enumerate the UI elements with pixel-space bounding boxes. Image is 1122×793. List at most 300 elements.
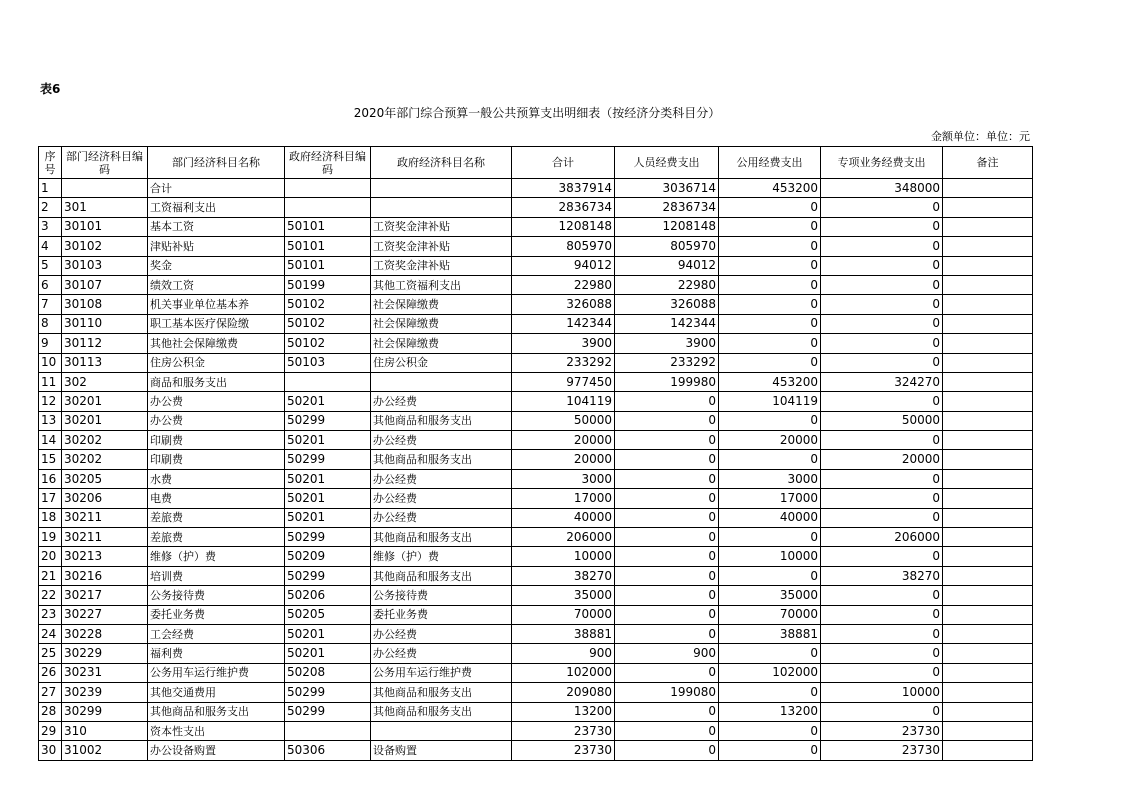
- table-row: [39, 702, 1033, 721]
- cell-public: 0: [719, 721, 821, 740]
- table-row: [39, 237, 1033, 256]
- cell-seq: 27: [39, 683, 62, 702]
- cell-gov-name: 工资奖金津补贴: [371, 256, 512, 275]
- cell-personnel: 94012: [615, 256, 719, 275]
- cell-gov-code: 50199: [285, 275, 371, 294]
- cell-seq: 19: [39, 528, 62, 547]
- cell-public: 0: [719, 237, 821, 256]
- cell-dept-code: 30112: [62, 334, 148, 353]
- cell-gov-code: 50102: [285, 314, 371, 333]
- cell-remark: [943, 198, 1033, 217]
- cell-special: 20000: [821, 450, 943, 469]
- cell-remark: [943, 469, 1033, 488]
- cell-personnel: 1208148: [615, 217, 719, 236]
- cell-remark: [943, 431, 1033, 450]
- cell-special: 0: [821, 237, 943, 256]
- cell-gov-code: 50102: [285, 334, 371, 353]
- cell-dept-code: 30101: [62, 217, 148, 236]
- cell-dept-code: 30202: [62, 431, 148, 450]
- cell-personnel: 0: [615, 547, 719, 566]
- cell-seq: 18: [39, 508, 62, 527]
- cell-gov-name: 住房公积金: [371, 353, 512, 372]
- cell-remark: [943, 644, 1033, 663]
- cell-remark: [943, 508, 1033, 527]
- cell-gov-code: 50201: [285, 624, 371, 643]
- cell-total: 35000: [512, 586, 615, 605]
- table-row: [39, 295, 1033, 314]
- cell-remark: [943, 392, 1033, 411]
- cell-public: 0: [719, 256, 821, 275]
- cell-dept-code: 30202: [62, 450, 148, 469]
- table-row: [39, 198, 1033, 217]
- cell-gov-code: 50201: [285, 508, 371, 527]
- cell-public: 102000: [719, 663, 821, 682]
- cell-special: 0: [821, 392, 943, 411]
- cell-public: 453200: [719, 179, 821, 198]
- cell-gov-name: 维修（护）费: [371, 547, 512, 566]
- cell-dept-name: 公务接待费: [148, 586, 285, 605]
- cell-public: 0: [719, 683, 821, 702]
- cell-dept-name: 其他交通费用: [148, 683, 285, 702]
- cell-special: 0: [821, 663, 943, 682]
- cell-remark: [943, 217, 1033, 236]
- cell-public: 0: [719, 217, 821, 236]
- cell-seq: 5: [39, 256, 62, 275]
- cell-seq: 24: [39, 624, 62, 643]
- cell-remark: [943, 702, 1033, 721]
- cell-remark: [943, 411, 1033, 430]
- cell-special: 0: [821, 334, 943, 353]
- cell-dept-name: 水费: [148, 469, 285, 488]
- header-seq: 序号: [39, 147, 62, 179]
- cell-remark: [943, 353, 1033, 372]
- cell-dept-name: 电费: [148, 489, 285, 508]
- cell-gov-name: 社会保障缴费: [371, 334, 512, 353]
- cell-dept-code: 30229: [62, 644, 148, 663]
- cell-gov-code: 50306: [285, 741, 371, 760]
- cell-special: 0: [821, 353, 943, 372]
- cell-seq: 26: [39, 663, 62, 682]
- table-row: [39, 179, 1033, 198]
- cell-special: 23730: [821, 741, 943, 760]
- cell-dept-name: 其他商品和服务支出: [148, 702, 285, 721]
- cell-personnel: 0: [615, 528, 719, 547]
- cell-dept-name: 津贴补贴: [148, 237, 285, 256]
- table-number-label: 表6: [40, 82, 61, 96]
- cell-personnel: 0: [615, 431, 719, 450]
- cell-seq: 3: [39, 217, 62, 236]
- cell-seq: 30: [39, 741, 62, 760]
- cell-personnel: 0: [615, 702, 719, 721]
- table-row: [39, 586, 1033, 605]
- cell-gov-name: [371, 372, 512, 391]
- cell-total: 10000: [512, 547, 615, 566]
- cell-special: 0: [821, 624, 943, 643]
- cell-gov-name: 其他工资福利支出: [371, 275, 512, 294]
- cell-dept-name: 工资福利支出: [148, 198, 285, 217]
- cell-gov-name: 办公经费: [371, 431, 512, 450]
- cell-total: 2836734: [512, 198, 615, 217]
- cell-special: 0: [821, 469, 943, 488]
- cell-personnel: 3900: [615, 334, 719, 353]
- cell-dept-code: 30113: [62, 353, 148, 372]
- header-personnel: 人员经费支出: [615, 147, 719, 179]
- cell-remark: [943, 179, 1033, 198]
- cell-dept-name: 福利费: [148, 644, 285, 663]
- cell-dept-name: 合计: [148, 179, 285, 198]
- cell-gov-name: 其他商品和服务支出: [371, 683, 512, 702]
- cell-dept-name: 委托业务费: [148, 605, 285, 624]
- cell-personnel: 22980: [615, 275, 719, 294]
- cell-dept-code: 30107: [62, 275, 148, 294]
- cell-remark: [943, 586, 1033, 605]
- cell-special: 206000: [821, 528, 943, 547]
- cell-dept-code: 30227: [62, 605, 148, 624]
- cell-gov-code: [285, 721, 371, 740]
- cell-dept-code: 30102: [62, 237, 148, 256]
- cell-dept-code: 30103: [62, 256, 148, 275]
- cell-total: 50000: [512, 411, 615, 430]
- cell-gov-name: 设备购置: [371, 741, 512, 760]
- cell-public: 0: [719, 314, 821, 333]
- cell-dept-name: 公务用车运行维护费: [148, 663, 285, 682]
- cell-total: 1208148: [512, 217, 615, 236]
- cell-gov-code: 50201: [285, 469, 371, 488]
- cell-total: 102000: [512, 663, 615, 682]
- cell-public: 0: [719, 450, 821, 469]
- cell-personnel: 199080: [615, 683, 719, 702]
- cell-seq: 4: [39, 237, 62, 256]
- cell-dept-name: 其他社会保障缴费: [148, 334, 285, 353]
- cell-gov-code: 50299: [285, 566, 371, 585]
- cell-public: 453200: [719, 372, 821, 391]
- cell-special: 324270: [821, 372, 943, 391]
- cell-gov-code: 50209: [285, 547, 371, 566]
- cell-personnel: 0: [615, 741, 719, 760]
- cell-remark: [943, 721, 1033, 740]
- cell-gov-name: 社会保障缴费: [371, 314, 512, 333]
- cell-dept-code: [62, 179, 148, 198]
- header-remark: 备注: [943, 147, 1033, 179]
- header-total: 合计: [512, 147, 615, 179]
- cell-gov-code: 50102: [285, 295, 371, 314]
- table-row: [39, 469, 1033, 488]
- cell-special: 348000: [821, 179, 943, 198]
- cell-special: 0: [821, 295, 943, 314]
- cell-gov-name: 公务用车运行维护费: [371, 663, 512, 682]
- cell-dept-code: 30211: [62, 508, 148, 527]
- cell-total: 104119: [512, 392, 615, 411]
- table-row: [39, 353, 1033, 372]
- cell-seq: 17: [39, 489, 62, 508]
- cell-seq: 23: [39, 605, 62, 624]
- table-row: [39, 431, 1033, 450]
- cell-personnel: 0: [615, 721, 719, 740]
- table-row: [39, 605, 1033, 624]
- cell-seq: 10: [39, 353, 62, 372]
- cell-public: 0: [719, 644, 821, 663]
- cell-remark: [943, 256, 1033, 275]
- cell-special: 38270: [821, 566, 943, 585]
- table-row: [39, 450, 1033, 469]
- cell-dept-name: 印刷费: [148, 431, 285, 450]
- cell-public: 0: [719, 198, 821, 217]
- cell-total: 3837914: [512, 179, 615, 198]
- cell-gov-name: 其他商品和服务支出: [371, 411, 512, 430]
- table-row: [39, 624, 1033, 643]
- cell-public: 0: [719, 295, 821, 314]
- cell-personnel: 0: [615, 605, 719, 624]
- cell-gov-name: 工资奖金津补贴: [371, 217, 512, 236]
- cell-gov-code: 50299: [285, 450, 371, 469]
- header-gov-name: 政府经济科目名称: [371, 147, 512, 179]
- cell-personnel: 0: [615, 508, 719, 527]
- cell-seq: 2: [39, 198, 62, 217]
- cell-dept-code: 30228: [62, 624, 148, 643]
- cell-special: 0: [821, 586, 943, 605]
- cell-gov-code: 50103: [285, 353, 371, 372]
- cell-personnel: 0: [615, 663, 719, 682]
- table-row: [39, 741, 1033, 760]
- cell-dept-name: 住房公积金: [148, 353, 285, 372]
- cell-dept-name: 办公设备购置: [148, 741, 285, 760]
- cell-total: 206000: [512, 528, 615, 547]
- cell-total: 38270: [512, 566, 615, 585]
- cell-gov-name: 其他商品和服务支出: [371, 450, 512, 469]
- cell-special: 10000: [821, 683, 943, 702]
- cell-gov-code: 50101: [285, 237, 371, 256]
- cell-dept-name: 绩效工资: [148, 275, 285, 294]
- cell-gov-name: 社会保障缴费: [371, 295, 512, 314]
- cell-seq: 12: [39, 392, 62, 411]
- cell-public: 104119: [719, 392, 821, 411]
- cell-personnel: 805970: [615, 237, 719, 256]
- cell-remark: [943, 547, 1033, 566]
- cell-special: 0: [821, 644, 943, 663]
- cell-dept-code: 30205: [62, 469, 148, 488]
- table-row: [39, 547, 1033, 566]
- cell-total: 40000: [512, 508, 615, 527]
- cell-remark: [943, 489, 1033, 508]
- table-row: [39, 334, 1033, 353]
- table-row: [39, 392, 1033, 411]
- cell-total: 38881: [512, 624, 615, 643]
- cell-special: 0: [821, 547, 943, 566]
- cell-gov-name: 办公经费: [371, 644, 512, 663]
- table-row: [39, 528, 1033, 547]
- cell-remark: [943, 237, 1033, 256]
- cell-public: 0: [719, 741, 821, 760]
- cell-seq: 9: [39, 334, 62, 353]
- cell-gov-name: 委托业务费: [371, 605, 512, 624]
- cell-remark: [943, 528, 1033, 547]
- cell-total: 3900: [512, 334, 615, 353]
- cell-dept-code: 310: [62, 721, 148, 740]
- table-row: [39, 566, 1033, 585]
- cell-remark: [943, 741, 1033, 760]
- cell-total: 23730: [512, 741, 615, 760]
- cell-gov-code: 50208: [285, 663, 371, 682]
- cell-total: 70000: [512, 605, 615, 624]
- cell-seq: 6: [39, 275, 62, 294]
- table-row: [39, 489, 1033, 508]
- header-gov-code: 政府经济科目编码: [285, 147, 371, 179]
- table-row: [39, 275, 1033, 294]
- cell-personnel: 3036714: [615, 179, 719, 198]
- cell-remark: [943, 566, 1033, 585]
- cell-remark: [943, 450, 1033, 469]
- table-row: [39, 256, 1033, 275]
- table-row: [39, 508, 1033, 527]
- cell-gov-name: 办公经费: [371, 392, 512, 411]
- cell-dept-code: 30216: [62, 566, 148, 585]
- cell-remark: [943, 372, 1033, 391]
- cell-public: 40000: [719, 508, 821, 527]
- cell-total: 805970: [512, 237, 615, 256]
- cell-dept-name: 基本工资: [148, 217, 285, 236]
- header-dept-code: 部门经济科目编码: [62, 147, 148, 179]
- cell-personnel: 199980: [615, 372, 719, 391]
- cell-remark: [943, 683, 1033, 702]
- cell-dept-code: 30201: [62, 392, 148, 411]
- cell-public: 0: [719, 411, 821, 430]
- cell-seq: 20: [39, 547, 62, 566]
- cell-seq: 1: [39, 179, 62, 198]
- cell-gov-code: 50201: [285, 489, 371, 508]
- table-row: [39, 411, 1033, 430]
- cell-dept-name: 办公费: [148, 392, 285, 411]
- cell-public: 13200: [719, 702, 821, 721]
- cell-special: 0: [821, 508, 943, 527]
- table-body: [39, 179, 1033, 761]
- cell-public: 0: [719, 353, 821, 372]
- cell-personnel: 900: [615, 644, 719, 663]
- cell-public: 38881: [719, 624, 821, 643]
- cell-special: 0: [821, 489, 943, 508]
- cell-dept-name: 奖金: [148, 256, 285, 275]
- cell-public: 20000: [719, 431, 821, 450]
- budget-table: [38, 146, 1033, 761]
- header-dept-name: 部门经济科目名称: [148, 147, 285, 179]
- cell-gov-code: 50299: [285, 528, 371, 547]
- cell-dept-name: 机关事业单位基本养: [148, 295, 285, 314]
- cell-dept-code: 30299: [62, 702, 148, 721]
- cell-total: 23730: [512, 721, 615, 740]
- unit-note: 金额单位：单位：元: [931, 130, 1030, 143]
- cell-remark: [943, 334, 1033, 353]
- cell-gov-code: [285, 372, 371, 391]
- cell-gov-name: 其他商品和服务支出: [371, 528, 512, 547]
- cell-remark: [943, 275, 1033, 294]
- table-row: [39, 683, 1033, 702]
- cell-gov-code: 50101: [285, 217, 371, 236]
- cell-total: 900: [512, 644, 615, 663]
- cell-seq: 13: [39, 411, 62, 430]
- cell-dept-name: 差旅费: [148, 508, 285, 527]
- cell-dept-name: 维修（护）费: [148, 547, 285, 566]
- cell-dept-name: 商品和服务支出: [148, 372, 285, 391]
- cell-gov-name: [371, 721, 512, 740]
- header-public: 公用经费支出: [719, 147, 821, 179]
- cell-seq: 15: [39, 450, 62, 469]
- cell-total: 233292: [512, 353, 615, 372]
- cell-public: 0: [719, 334, 821, 353]
- cell-special: 23730: [821, 721, 943, 740]
- cell-personnel: 326088: [615, 295, 719, 314]
- cell-special: 0: [821, 275, 943, 294]
- cell-seq: 25: [39, 644, 62, 663]
- cell-dept-code: 30110: [62, 314, 148, 333]
- cell-seq: 22: [39, 586, 62, 605]
- cell-total: 209080: [512, 683, 615, 702]
- cell-personnel: 0: [615, 566, 719, 585]
- cell-gov-code: 50299: [285, 411, 371, 430]
- cell-gov-code: [285, 198, 371, 217]
- cell-special: 0: [821, 198, 943, 217]
- cell-gov-name: 办公经费: [371, 508, 512, 527]
- cell-dept-code: 30213: [62, 547, 148, 566]
- cell-dept-name: 差旅费: [148, 528, 285, 547]
- cell-dept-code: 30201: [62, 411, 148, 430]
- cell-gov-code: 50201: [285, 431, 371, 450]
- cell-public: 0: [719, 566, 821, 585]
- cell-public: 35000: [719, 586, 821, 605]
- cell-special: 0: [821, 702, 943, 721]
- cell-personnel: 0: [615, 450, 719, 469]
- cell-total: 17000: [512, 489, 615, 508]
- table-row: [39, 314, 1033, 333]
- cell-public: 0: [719, 528, 821, 547]
- cell-total: 20000: [512, 431, 615, 450]
- cell-total: 94012: [512, 256, 615, 275]
- cell-remark: [943, 624, 1033, 643]
- cell-dept-name: 印刷费: [148, 450, 285, 469]
- cell-special: 0: [821, 256, 943, 275]
- cell-personnel: 142344: [615, 314, 719, 333]
- cell-public: 17000: [719, 489, 821, 508]
- cell-dept-name: 职工基本医疗保险缴: [148, 314, 285, 333]
- cell-dept-code: 30211: [62, 528, 148, 547]
- cell-seq: 11: [39, 372, 62, 391]
- table-header-row: [39, 147, 1033, 179]
- table-row: [39, 644, 1033, 663]
- cell-special: 0: [821, 217, 943, 236]
- cell-personnel: 0: [615, 392, 719, 411]
- table-row: [39, 663, 1033, 682]
- cell-personnel: 0: [615, 489, 719, 508]
- cell-gov-name: 办公经费: [371, 469, 512, 488]
- cell-dept-code: 30217: [62, 586, 148, 605]
- header-special: 专项业务经费支出: [821, 147, 943, 179]
- cell-remark: [943, 605, 1033, 624]
- cell-seq: 21: [39, 566, 62, 585]
- cell-public: 10000: [719, 547, 821, 566]
- cell-dept-code: 30206: [62, 489, 148, 508]
- cell-personnel: 0: [615, 586, 719, 605]
- cell-total: 326088: [512, 295, 615, 314]
- cell-gov-name: 其他商品和服务支出: [371, 566, 512, 585]
- table-row: [39, 372, 1033, 391]
- cell-remark: [943, 295, 1033, 314]
- cell-total: 13200: [512, 702, 615, 721]
- cell-gov-code: 50201: [285, 644, 371, 663]
- cell-gov-code: 50101: [285, 256, 371, 275]
- cell-public: 3000: [719, 469, 821, 488]
- cell-seq: 29: [39, 721, 62, 740]
- cell-seq: 28: [39, 702, 62, 721]
- cell-gov-name: 公务接待费: [371, 586, 512, 605]
- cell-gov-name: 其他商品和服务支出: [371, 702, 512, 721]
